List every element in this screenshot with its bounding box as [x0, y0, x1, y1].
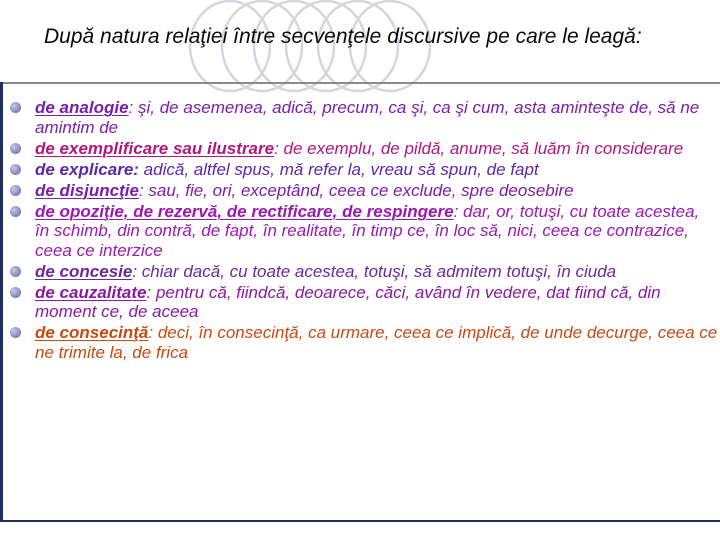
- item-term: de analogie: [35, 98, 129, 117]
- bullet-icon: [10, 185, 21, 196]
- list-item-exemplificare: [10, 139, 718, 159]
- bullet-icon: [10, 143, 21, 154]
- item-text: : dar, or, totuşi, cu toate acestea, în schimb, din contră, de fapt, în realitate, în timp ce, în loc să, nici, ceea ce contrazice, ceea ce interzice: [35, 201, 700, 260]
- bullet-icon: [10, 287, 21, 298]
- item-text: : chiar dacă, cu toate acestea, totuşi, să admitem totuşi, în ciuda: [132, 261, 617, 281]
- bullet-icon: [10, 102, 21, 113]
- slide-title: După natura relaţiei între secvenţele discursive pe care le leagă:: [44, 25, 642, 48]
- item-text: : pentru că, fiindcă, deoarece, căci, având în vedere, dat fiind că, din moment ce, de aceea: [35, 282, 661, 321]
- list-item-explicare: [10, 160, 718, 180]
- item-text: : de exemplu, de pildă, anume, să luăm în considerare: [274, 138, 684, 158]
- list-item-cauzalitate: [10, 283, 718, 322]
- bullet-icon: [10, 164, 21, 175]
- frame-bottom-border: [0, 520, 720, 522]
- item-term: de explicare:: [35, 159, 139, 179]
- list-item-concesie: [10, 262, 718, 282]
- item-text: : şi, de asemenea, adică, precum, ca şi, ca şi cum, asta aminteşte de, să ne amintim de: [35, 98, 700, 137]
- frame-left-border: [0, 82, 3, 522]
- item-term: de consecinţă: [35, 323, 149, 342]
- bullet-icon: [10, 327, 21, 338]
- list-item-analogie: [10, 98, 718, 137]
- decorative-rings: [0, 0, 720, 100]
- bullet-icon: [10, 206, 21, 217]
- list-item-disjunctie: [10, 181, 718, 201]
- list-item-opozitie: [10, 202, 718, 261]
- title-divider: [0, 82, 720, 84]
- item-text: : sau, fie, ori, exceptând, ceea ce exclude, spre deosebire: [138, 180, 574, 200]
- item-term: de opoziţie, de rezervă, de rectificare, de respingere: [35, 201, 454, 221]
- item-text: adică, altfel spus, mă refer la, vreau să spun, de fapt: [138, 159, 539, 179]
- item-text: : deci, în consecinţă, ca urmare, ceea ce implică, de unde decurge, ceea ce ne trimite la, de frica: [35, 323, 718, 362]
- bullet-icon: [10, 266, 21, 277]
- item-term: de disjuncţie: [35, 180, 139, 200]
- list-item-consecinta: [10, 323, 718, 362]
- item-term: de exemplificare sau ilustrare: [35, 138, 275, 158]
- item-term: de concesie: [35, 261, 133, 281]
- item-term: de cauzalitate: [35, 282, 147, 302]
- connector-list: [10, 98, 718, 364]
